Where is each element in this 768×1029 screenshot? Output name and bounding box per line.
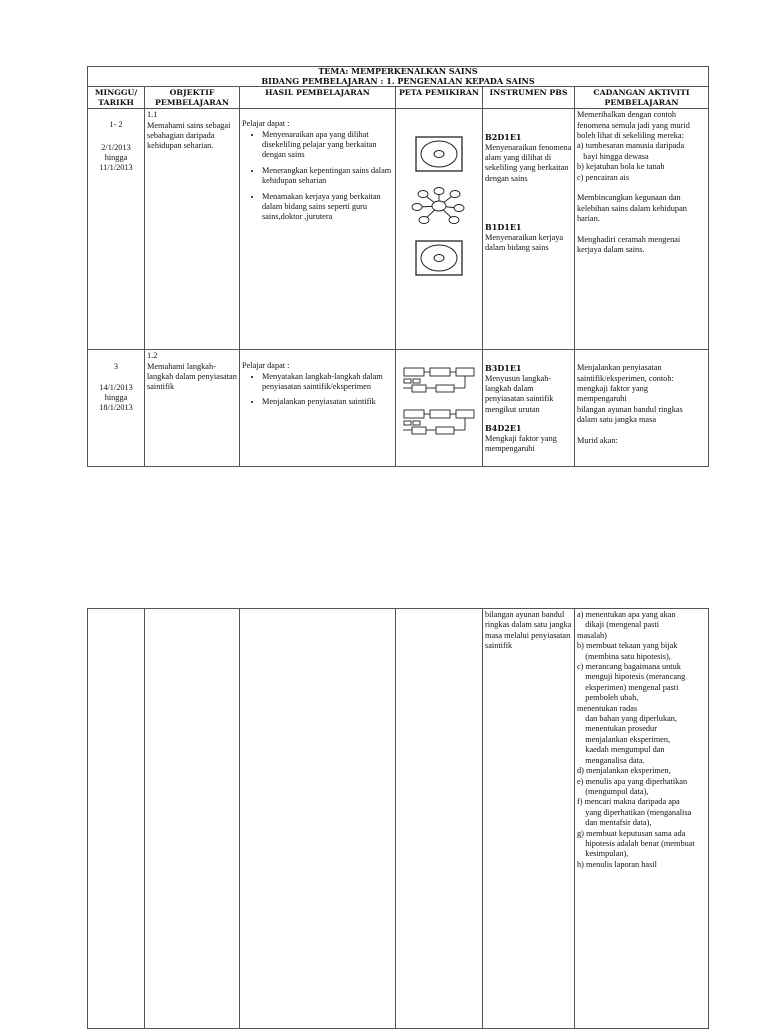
activity-line: Menghadiri ceramah mengenai — [577, 235, 681, 245]
activity-line: c) merancang bagaimana untuk — [577, 662, 681, 672]
outcome-cell — [240, 350, 396, 467]
activity-line: menentukan prosedur — [577, 724, 657, 734]
list-item: • Menamakan kerjaya yang berkaitan dalam bidang sains seperti guru sains,doktor ,jurutera — [262, 192, 393, 223]
outcome-cell — [240, 609, 396, 1029]
circle-map-icon — [415, 240, 463, 276]
activity-line: boleh lihat di sekeliling mereka: — [577, 131, 684, 140]
header-objektif: OBJEKTIF PEMBELAJARAN — [145, 87, 240, 109]
lesson-plan-table — [87, 66, 709, 467]
activity-line: dikaji (mengenal pasti — [577, 620, 660, 630]
flow-map-icon — [402, 407, 476, 435]
activity-line: a) menentukan apa yang akan — [577, 610, 676, 619]
activity-line: c) pencairan ais — [577, 172, 630, 182]
table-row — [88, 350, 709, 467]
activity-line: dan mentafsir data), — [577, 818, 652, 828]
pbs-description: Menyenaraikan fenomena alam yang dilihat di sekeliling yang berkaitan dengan sains — [485, 142, 572, 183]
activity-line: harian. — [577, 214, 600, 224]
outcome-list — [242, 130, 393, 223]
pbs-description: Menyusun langkah-langkah dalam penyiasatan saintifik mengikut urutan — [485, 373, 554, 414]
objective-number: 1.1 — [147, 110, 158, 120]
activity-line: kelebihan sains dalam kehidupan — [577, 203, 687, 213]
objective-cell — [145, 350, 240, 467]
activity-line: yang diperhatikan (menganalisa — [577, 807, 692, 817]
date-hingga: hingga — [104, 393, 128, 402]
objective-cell — [145, 109, 240, 350]
activity-cell — [575, 609, 709, 1029]
list-item: • Menerangkan kepentingan sains dalam kehidupan seharian — [262, 166, 393, 187]
activity-line: (mengumpul data), — [577, 786, 649, 796]
activity-line: Menjalankan penyiasatan — [577, 363, 662, 373]
week-cell — [88, 109, 145, 350]
date-hingga: hingga — [104, 153, 128, 162]
objective-number: 1.2 — [147, 351, 158, 361]
objective-text: Memahami sains sebagai sebahagian daripada kehidupan seharian. — [147, 120, 231, 151]
week-number: 1- 2 — [109, 120, 123, 130]
pbs-description: bilangan ayunan bandul ringkas dalam satu jangka masa melalui penyiasatan saintifik — [485, 610, 572, 651]
date-from: 14/1/2013 — [99, 382, 133, 392]
list-item: • Menjalankan penyiasatan saintifik — [262, 397, 393, 407]
header-row — [88, 87, 709, 109]
activity-line: b) kejatuhan bola ke tanah — [577, 162, 665, 172]
activity-line: mengkaji faktor yang — [577, 384, 648, 393]
list-item: • Menyatakan langkah-langkah dalam penyiasatan saintifik/eksperimen — [262, 372, 393, 393]
activity-line: eksperimen) mengenal pasti — [577, 682, 679, 692]
tema-heading: TEMA: MEMPERKENALKAN SAINS — [318, 66, 478, 76]
activity-line: hipotesis adalah benar (membuat — [577, 838, 695, 848]
outcome-cell — [240, 109, 396, 350]
activity-line: menguji hipotesis (merancang — [577, 672, 686, 682]
bidang-heading: BIDANG PEMBELAJARAN : 1. PENGENALAN KEPADA SAINS — [261, 75, 535, 86]
pbs-code: B2D1E1 — [485, 132, 522, 143]
activity-line: f) mencari makna daripada apa — [577, 797, 680, 807]
activity-line: d) menjalankan eksperimen, — [577, 766, 671, 776]
objective-cell — [145, 609, 240, 1029]
activity-line: kaedah mengumpul dan — [577, 745, 665, 755]
activity-line: Murid akan: — [577, 436, 618, 446]
activity-line: menentukan radas — [577, 703, 638, 713]
pbs-cell — [483, 350, 575, 467]
activity-line: g) membuat keputusan sama ada — [577, 828, 686, 838]
outcome-list — [242, 372, 393, 408]
flow-map-icon — [402, 365, 476, 393]
activity-line: kerjaya dalam sains. — [577, 245, 645, 255]
pbs-code: B4D2E1 — [485, 423, 522, 434]
date-to: 11/1/2013 — [99, 163, 133, 173]
activity-line: Membincangkan kegunaan dan — [577, 193, 681, 203]
outcome-intro: Pelajar dapat : — [242, 119, 290, 129]
activity-line: (membina satu hipotesis), — [577, 651, 671, 661]
table-row — [88, 609, 709, 1029]
header-hasil: HASIL PEMBELAJARAN — [240, 87, 396, 109]
pbs-code: B3D1E1 — [485, 363, 522, 374]
outcome-intro: Pelajar dapat : — [242, 361, 290, 371]
activity-line: menjalankan eksperimen, — [577, 734, 671, 744]
activity-line: kesimpulan), — [577, 849, 629, 859]
activity-line — [577, 225, 706, 235]
activity-line: b) membuat tekaan yang bijak — [577, 641, 678, 651]
activity-line: dalam satu jangka masa — [577, 415, 657, 425]
activity-cell — [575, 109, 709, 350]
pbs-code: B1D1E1 — [485, 222, 522, 233]
activity-line: bayi hingga dewasa — [577, 151, 649, 161]
date-to: 18/1/2013 — [99, 403, 133, 413]
activity-line: pemboleh ubah, — [577, 693, 639, 703]
activity-line — [577, 426, 706, 436]
activity-line: h) menulis laporan hasil — [577, 859, 657, 869]
activity-line: a) tumbesaran manusia daripada — [577, 141, 685, 151]
pbs-cell — [483, 609, 575, 1029]
thinking-map-cell — [396, 609, 483, 1029]
header-cadangan: CADANGAN AKTIVITI PEMBELAJARAN — [575, 87, 709, 109]
thinking-map-cell — [396, 350, 483, 467]
activity-line: bilangan ayunan bandul ringkas — [577, 404, 683, 414]
table-row — [88, 109, 709, 350]
week-cell — [88, 609, 145, 1029]
theme-title — [88, 67, 709, 87]
week-number: 3 — [113, 362, 119, 372]
activity-line: saintifik/eksperimen, contoh: — [577, 373, 674, 383]
header-peta: PETA PEMIKIRAN — [396, 87, 483, 109]
date-from: 2/1/2013 — [101, 142, 131, 152]
header-minggu: MINGGU/ TARIKH — [88, 87, 145, 109]
activity-line: masalah) — [577, 630, 607, 640]
activity-line: e) menulis apa yang diperhatikan — [577, 776, 688, 786]
pbs-description: Mengkaji faktor yang mempengaruhi — [485, 433, 557, 454]
list-item: • Menyenaraikan apa yang dilihat disekeliling pelajar yang berkaitan dengan sains — [262, 130, 393, 161]
lesson-plan-table-continued — [87, 608, 709, 1029]
activity-cell — [575, 350, 709, 467]
pbs-description: Menyenaraikan kerjaya dalam bidang sains — [485, 232, 564, 253]
title-row — [88, 67, 709, 87]
activity-line: dan bahan yang diperlukan, — [577, 714, 677, 724]
circle-map-icon — [415, 136, 463, 172]
activity-line — [577, 183, 706, 193]
header-instrumen: INSTRUMEN PBS — [483, 87, 575, 109]
objective-text: Memahami langkah-langkah dalam penyiasatan saintifik — [147, 361, 237, 392]
thinking-map-cell — [396, 109, 483, 350]
bubble-map-icon — [409, 186, 469, 226]
activity-line: Memerihalkan dengan contoh — [577, 110, 677, 120]
activity-line: menganalisa data. — [577, 755, 645, 765]
pbs-cell — [483, 109, 575, 350]
activity-line: mempengaruhi — [577, 394, 627, 404]
activity-line: fenomena semula jadi yang murid — [577, 120, 690, 130]
week-cell — [88, 350, 145, 467]
